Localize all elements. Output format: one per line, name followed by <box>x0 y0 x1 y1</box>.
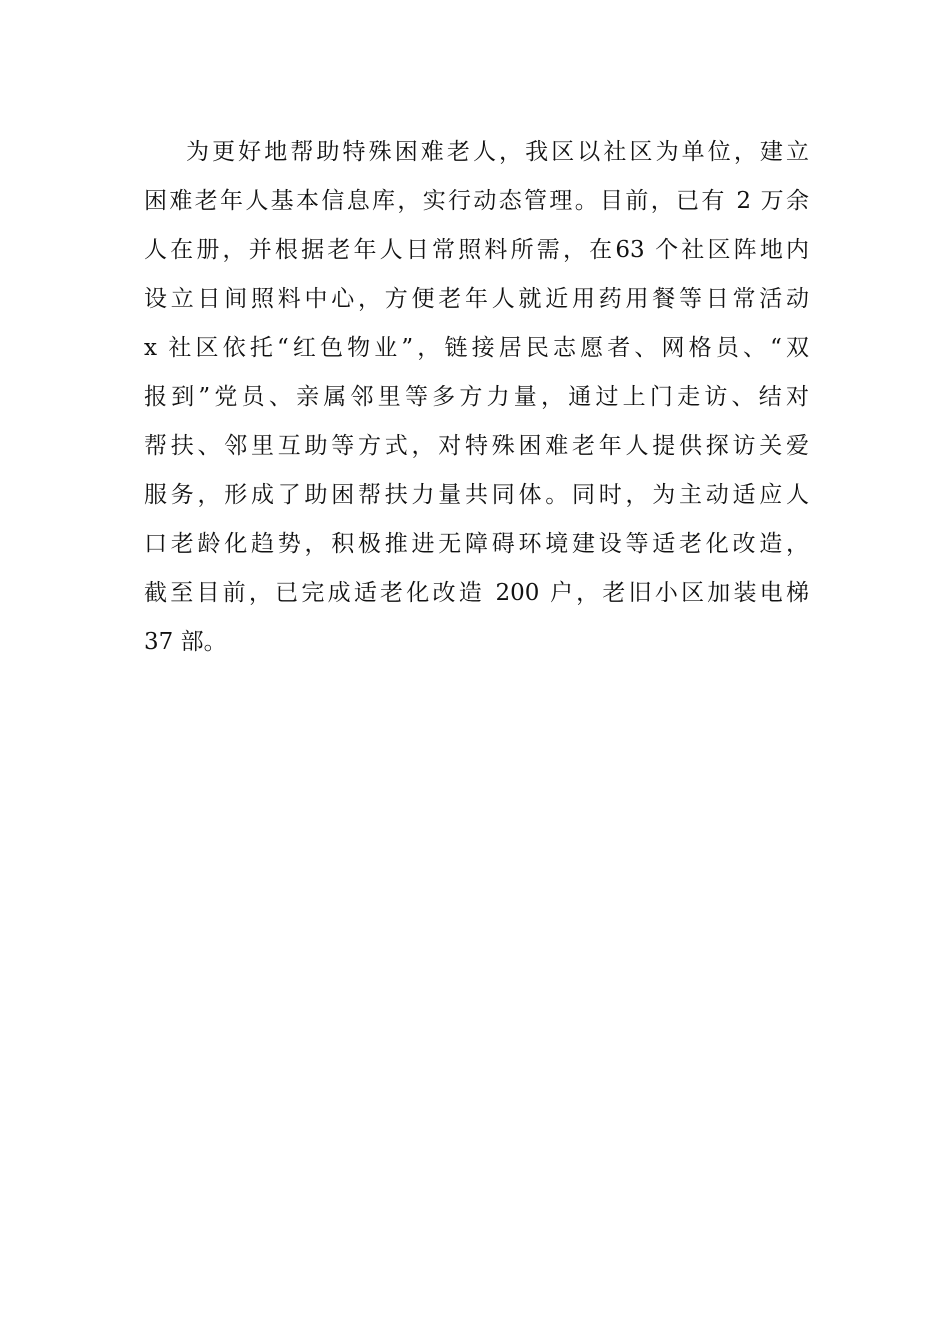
body-paragraph <box>144 130 809 669</box>
paragraph-line: 报到”党员、亲属邻里等多方力量，通过上门走访、结对 <box>144 384 809 410</box>
paragraph-line: 服务，形成了助困帮扶力量共同体。同时，为主动适应人 <box>144 482 809 508</box>
paragraph-line: 口老龄化趋势，积极推进无障碍环境建设等适老化改造， <box>144 531 809 557</box>
paragraph-line: 困难老年人基本信息库，实行动态管理。目前，已有 2 万余 <box>144 188 809 214</box>
paragraph-line: 37 部。 <box>144 629 227 655</box>
paragraph-line: 人在册，并根据老年人日常照料所需，在63 个社区阵地内 <box>144 237 809 263</box>
paragraph-line: 截至目前，已完成适老化改造 200 户，老旧小区加装电梯 <box>144 580 809 606</box>
paragraph-line: 为更好地帮助特殊困难老人，我区以社区为单位，建立 <box>186 139 809 165</box>
paragraph-line: x 社区依托“红色物业”，链接居民志愿者、网格员、“双 <box>144 335 809 361</box>
paragraph-line: 帮扶、邻里互助等方式，对特殊困难老年人提供探访关爱 <box>144 433 809 459</box>
paragraph-line: 设立日间照料中心，方便老年人就近用药用餐等日常活动 <box>144 286 809 312</box>
